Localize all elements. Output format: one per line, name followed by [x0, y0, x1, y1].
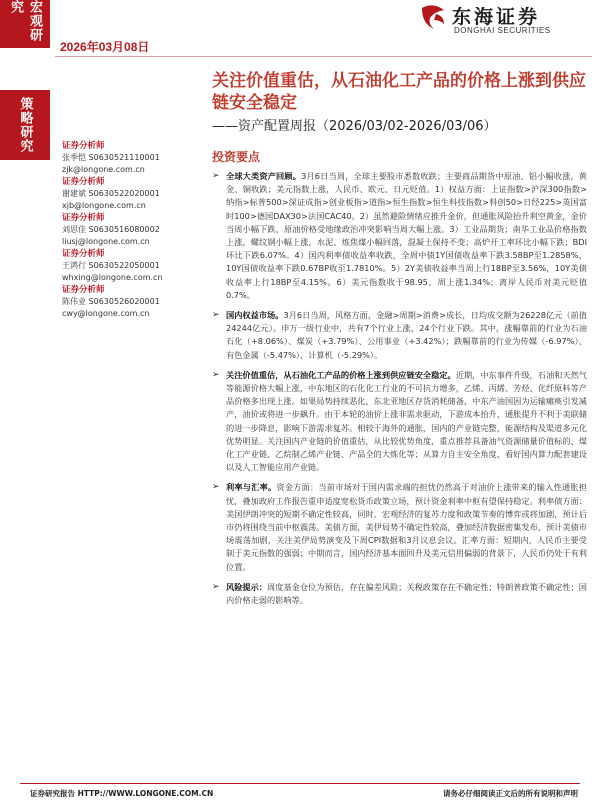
report-date: 2026年03月08日	[60, 40, 150, 54]
analyst-name-id: 刘思佳 S0630516080002	[62, 225, 160, 234]
key-point-item	[212, 581, 587, 607]
key-point-text: 周度基金仓位为预估，存在偏差风险；关税政策存在不确定性；特朗普政策不确定性；国内价格走弱的影响等。	[226, 581, 587, 606]
logo-mark-icon	[420, 4, 446, 30]
logo-text-cn: 东海证券	[452, 6, 541, 28]
analyst-role: 证券分析师	[62, 213, 105, 223]
footer-disclaimer: 请务必仔细阅读正文后的所有说明和声明	[443, 789, 578, 798]
analyst-role: 证券分析师	[62, 285, 105, 295]
report-type-tab	[0, 0, 50, 48]
report-type-label: 宏观研究	[8, 0, 42, 42]
key-point-text: 3月6日当周，风格方面，金融>周期>消费>成长，日均成交额为26228亿元（前值24244亿元）。申万一级行业中，共有7个行业上涨，24个行业下跌。其中，涨幅靠前的行业为石油石化（+8.06%）、煤炭（+3.79%）、公用事业（+3.42%）；跌幅靠前的行业为传媒（-6.97%）、有色金属（-5.47%）、计算机（-5.29%）。	[226, 310, 587, 360]
bullet-icon: ➢	[212, 369, 220, 380]
key-point-item	[212, 309, 587, 362]
bullet-icon: ➢	[212, 171, 220, 181]
key-point-item	[212, 369, 587, 475]
key-point-lead: 国内权益市场。	[226, 310, 284, 321]
analyst-entry	[62, 140, 202, 176]
header-divider	[55, 56, 592, 57]
analyst-role: 证券分析师	[62, 177, 105, 187]
analyst-name-id: 张季恺 S0630521110001	[62, 153, 160, 162]
analyst-entry	[62, 284, 202, 320]
bullet-icon: ➢	[212, 310, 220, 321]
analyst-list	[62, 140, 202, 320]
key-point-lead: 利率与汇率。	[226, 482, 277, 493]
analyst-email[interactable]: liusj@longone.com.cn	[62, 237, 150, 246]
key-point-text: 近期，中东事件升级，石油和天然气等能源价格大幅上涨，中东地区的石化化工行业的不可抗力增多，乙烯、丙烯、芳烃、化纤原料等产品价格多出现上涨。如果局势持续恶化，东北亚地区存货消耗储备，中东产油国因为运输瘫痪引发减产，油价或将进一步飙升。由于本轮的油价上涨非需求驱动，下游成本抬升，通胀提升不利于美联储的进一步降息，影响下游需求复苏。相较于海外的通胀，国内的产业链完整，能源结构及渠道多元化优势明显。关注国内产业链的价值重估，从比较优势角度，重点推荐具备油气资源储量价值标的、煤化工产业链、乙烷制乙烯产业链、产品全的大炼化等；从算力自主安全角度，看好国内算力配套建设以及人工智能应用产业链。	[226, 369, 587, 473]
key-point-lead: 风险提示：	[226, 581, 268, 592]
key-point-lead: 全球大类资产回顾。	[226, 171, 302, 181]
footer-website[interactable]: 证券研究报告 HTTP://WWW.LONGONE.COM.CN	[30, 789, 214, 798]
analyst-name-id: 王鸿行 S0630522050001	[62, 261, 160, 270]
analyst-name-id: 谢建斌 S0630522020001	[62, 189, 160, 198]
analyst-email[interactable]: whxing@longone.com.cn	[62, 273, 163, 282]
key-point-text: 资金方面：当前市场对于国内需求端的担忧仍然高于对油价上涨带来的输入性通胀担忧，叠加政府工作报告重申适度宽松货币政策立场，预计资金利率中枢有望保持稳定。利率债方面：美国伊朗冲突的短期不确定性较高，同时，宏观经济的复苏力度和政策节奏的博弈或将加剧，预计后市仍将围绕当前中枢震荡。美债方面，美伊局势不确定性较高，叠加经济数据密集发布，预计美债市场震荡加剧，关注美伊局势演变及下周CPI数据和3月议息会议。汇率方面：短期内，人民币主要受制于美元指数的强弱；中期而言，国内经济基本面回升及美元信用偏弱的背景下，人民币仍处于有利位置。	[226, 482, 587, 572]
report-category-label: 策略研究	[17, 97, 33, 153]
report-category-tab	[0, 90, 50, 160]
key-point-lead: 关注价值重估，从石油化工产品的价格上涨到供应链安全稳定。	[226, 369, 456, 380]
analyst-email[interactable]: cwy@longone.com.cn	[62, 309, 150, 318]
report-title: 关注价值重估，从石油化工产品的价格上涨到供应链安全稳定	[212, 71, 586, 113]
analyst-role: 证券分析师	[62, 249, 105, 259]
footer-divider	[20, 783, 580, 784]
key-point-item	[212, 170, 587, 302]
analyst-email[interactable]: xjb@longone.com.cn	[62, 201, 146, 210]
key-points-list	[212, 170, 587, 614]
analyst-email[interactable]: zjk@longone.com.cn	[62, 165, 145, 174]
analyst-entry	[62, 212, 202, 248]
bullet-icon: ➢	[212, 482, 220, 493]
logo-text-en: DONGHAI SECURITIES	[454, 26, 551, 35]
section-header: 投资要点	[212, 150, 261, 164]
analyst-role: 证券分析师	[62, 141, 105, 151]
analyst-name-id: 陈伟业 S0630526020001	[62, 297, 160, 306]
company-logo	[420, 0, 595, 40]
key-point-item	[212, 481, 587, 573]
report-subtitle: ——资产配置周报（2026/03/02-2026/03/06）	[212, 119, 497, 134]
key-point-text: 3月6日当周，全球主要股市悉数收跌；主要商品期货中原油、铝小幅收涨，黄金、铜收跌；美元指数上涨，人民币、欧元、日元贬值。1）权益方面：上证指数>沪深300指数>纳指>标普500>深证成指>创业板指>道指>恒生指数>恒生科技指数>科创50>日经225>英国富时100>德国DAX30>法国CAC40。2）虽然避险情绪应推升金价，但通胀风险抬升利空黄金，金价当周小幅下跌，原油价格受地缘政治冲突影响当周大幅上涨。3）工业品期货；南华工业品价格指数上涨，螺纹钢小幅上涨，水泥、炼焦煤小幅回落，混凝土保持不变；高炉开工率环比小幅下跌；BDI环比下跌6.07%。4）国内利率债收益率收跌，全周中债1Y国债收益率下跌3.58BP至1.2858%，10Y国债收益率下跌0.67BP收至1.7810%。5）2Y美债收益率当周上行18BP至3.56%，10Y美债收益率上行18BP至4.15%。6）美元指数收于98.95，周上涨1.34%；离岸人民币对美元贬值0.7%。	[226, 171, 587, 300]
analyst-entry	[62, 176, 202, 212]
analyst-entry	[62, 248, 202, 284]
bullet-icon: ➢	[212, 581, 220, 592]
